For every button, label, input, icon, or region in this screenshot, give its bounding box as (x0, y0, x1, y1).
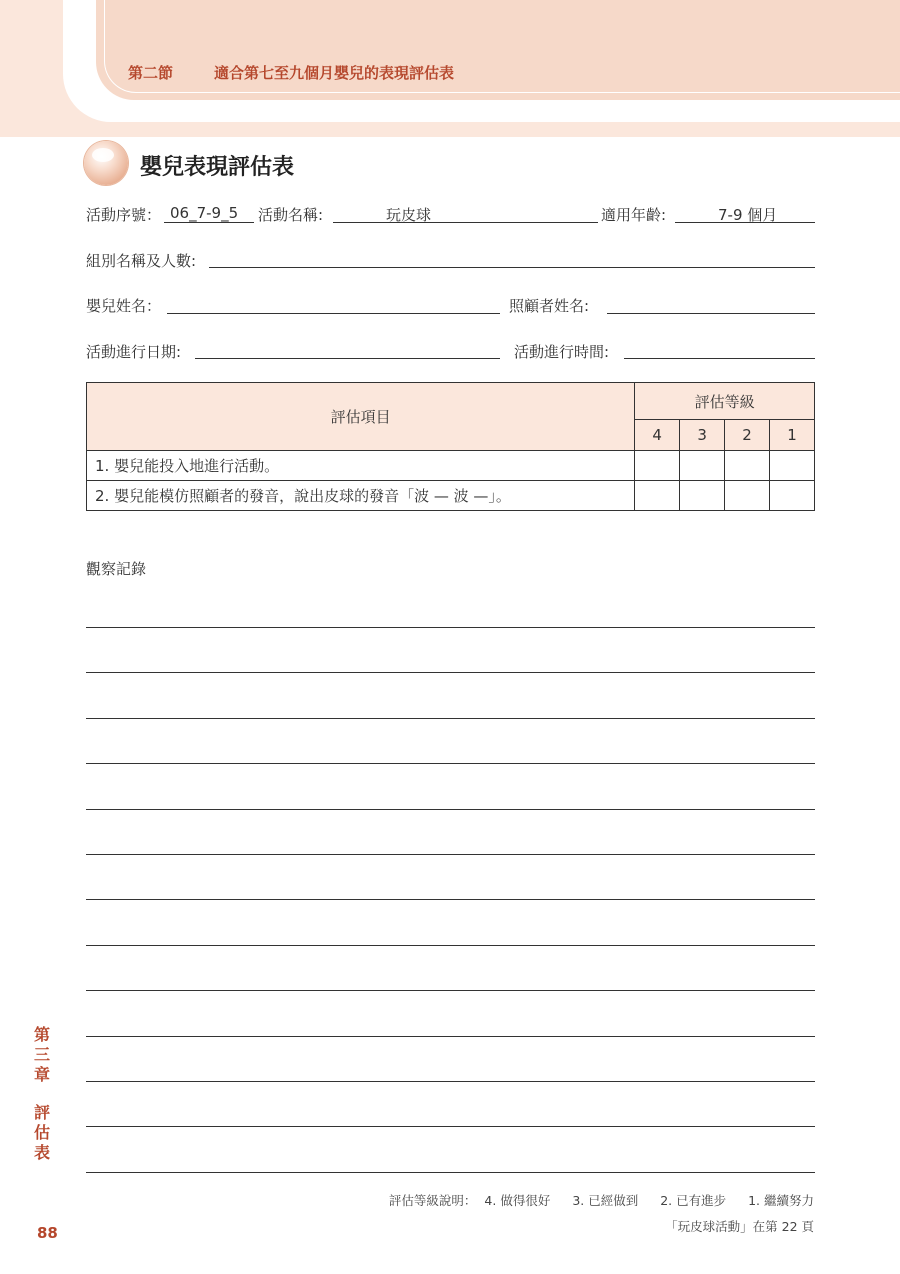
activity-no-underline (164, 222, 254, 223)
time-field[interactable] (624, 358, 815, 359)
observation-line[interactable] (86, 899, 815, 900)
observation-line[interactable] (86, 854, 815, 855)
observation-title: 觀察記錄 (86, 560, 147, 578)
rating-cell[interactable] (680, 451, 725, 481)
level-1-header: 1 (770, 420, 815, 451)
rating-legend (389, 1191, 814, 1209)
item-header: 評估項目 (87, 383, 635, 451)
observation-line[interactable] (86, 763, 815, 764)
rating-cell[interactable] (770, 451, 815, 481)
section-number: 第二節 (128, 64, 174, 82)
observation-line[interactable] (86, 627, 815, 628)
page-reference: 「玩皮球活動」在第 22 頁 (665, 1219, 814, 1234)
rating-cell[interactable] (725, 481, 770, 511)
observation-line[interactable] (86, 1081, 815, 1082)
rating-cell[interactable] (635, 481, 680, 511)
chapter-char: 第 (33, 1025, 50, 1044)
level-header: 評估等級 (635, 383, 815, 420)
group-label: 組別名稱及人數: (86, 252, 197, 270)
table-row (87, 451, 815, 481)
item-2-text: 2. 嬰兒能模仿照顧者的發音，說出皮球的發音「波 — 波 —」。 (87, 481, 635, 511)
level-4-header: 4 (635, 420, 680, 451)
activity-name-label: 活動名稱: (258, 206, 324, 224)
item-1-text: 1. 嬰兒能投入地進行活動。 (87, 451, 635, 481)
observation-line[interactable] (86, 1172, 815, 1173)
legend-item: 2. 已有進步 (660, 1193, 727, 1208)
age-label: 適用年齡: (601, 206, 667, 224)
activity-name-underline (333, 222, 598, 223)
group-field[interactable] (209, 267, 815, 268)
activity-no-label: 活動序號： (86, 206, 162, 224)
chapter-char: 章 (33, 1065, 50, 1084)
chapter-char: 評 (33, 1103, 50, 1122)
activity-no-value[interactable]: 06_7-9_5 (170, 204, 239, 222)
time-label: 活動進行時間: (514, 343, 610, 361)
caregiver-name-field[interactable] (607, 313, 815, 314)
legend-item: 4. 做得很好 (484, 1193, 551, 1208)
chapter-char: 估 (33, 1123, 50, 1142)
infant-name-label: 嬰兒姓名： (86, 297, 162, 315)
observation-line[interactable] (86, 990, 815, 991)
date-label: 活動進行日期: (86, 343, 182, 361)
ball-highlight (92, 148, 114, 162)
evaluation-table (86, 382, 815, 511)
chapter-spacer (30, 1085, 54, 1103)
observation-line[interactable] (86, 672, 815, 673)
rating-cell[interactable] (770, 481, 815, 511)
rating-cell[interactable] (635, 451, 680, 481)
level-2-header: 2 (725, 420, 770, 451)
activity-name-value[interactable]: 玩皮球 (386, 206, 432, 224)
section-title: 適合第七至九個月嬰兒的表現評估表 (214, 64, 455, 82)
form-title: 嬰兒表現評估表 (140, 155, 295, 180)
infant-name-field[interactable] (167, 313, 500, 314)
legend-label: 評估等級說明： (388, 1193, 477, 1208)
legend-item: 1. 繼續努力 (748, 1193, 814, 1208)
age-value[interactable]: 7-9 個月 (718, 206, 778, 224)
level-3-header: 3 (680, 420, 725, 451)
observation-line[interactable] (86, 945, 815, 946)
date-field[interactable] (195, 358, 500, 359)
observation-line[interactable] (86, 1036, 815, 1037)
legend-item: 3. 已經做到 (572, 1193, 639, 1208)
rating-cell[interactable] (725, 451, 770, 481)
rating-cell[interactable] (680, 481, 725, 511)
chapter-char: 表 (33, 1143, 50, 1162)
page-number: 88 (37, 1224, 58, 1242)
observation-line[interactable] (86, 718, 815, 719)
table-row (87, 481, 815, 511)
chapter-side-label (30, 1025, 54, 1163)
caregiver-name-label: 照顧者姓名: (509, 297, 590, 315)
observation-line[interactable] (86, 809, 815, 810)
chapter-char: 三 (33, 1045, 50, 1064)
observation-line[interactable] (86, 1126, 815, 1127)
